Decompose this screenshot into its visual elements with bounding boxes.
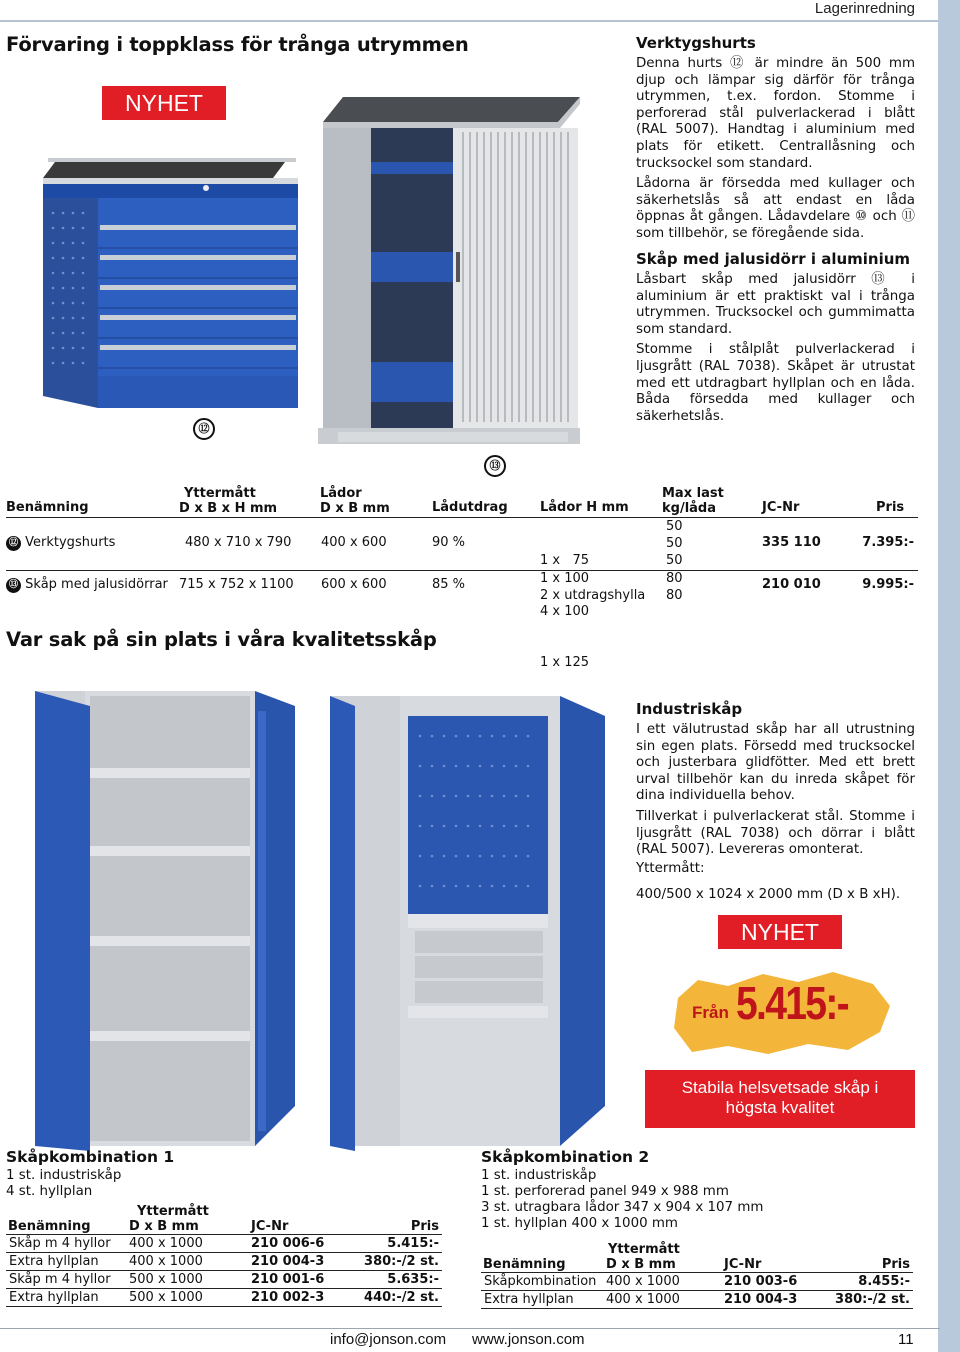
- section-label: Lagerinredning: [814, 0, 915, 17]
- row-matt: 715 x 752 x 1100: [179, 577, 294, 592]
- footer-email[interactable]: info@jonson.com: [330, 1331, 447, 1348]
- side-stripe: [938, 0, 960, 1352]
- verktygshurts-heading: Verktygshurts: [636, 34, 756, 52]
- cell-matt: 400 x 1000: [603, 1273, 721, 1291]
- jalusi-heading: Skåp med jalusidörr i aluminium: [636, 250, 911, 268]
- row-last: 50: [666, 553, 683, 568]
- verktygshurts-p2: Lådorna är försedda med kullager och säkerhetslås så att endast en låda öppnas åt gången. Lådavdelare ⑩ och ⑪ som tillbehör, se föregående sida.: [636, 176, 915, 241]
- page-title: Förvaring i toppklass för trånga utrymmen: [6, 33, 469, 56]
- combo2-table: [481, 1242, 913, 1309]
- item-12-marker: ⑫: [193, 418, 215, 440]
- row-last-list: [666, 518, 683, 569]
- combo1-th-matt-1: Yttermått: [137, 1204, 209, 1219]
- jalusi-text: [636, 272, 915, 429]
- footer-web[interactable]: www.jonson.com: [472, 1331, 585, 1348]
- cell-pris: 5.635:-: [358, 1271, 442, 1289]
- combo1-th-pris: Pris: [358, 1204, 442, 1235]
- row-last: 80: [666, 571, 683, 586]
- item-13-icon: ⑬: [6, 578, 21, 593]
- th-yttermatt-2: D x B x H mm: [179, 501, 278, 516]
- cell-jc: 210 001-6: [248, 1271, 358, 1289]
- combo1-th-benamning: Benämning: [6, 1204, 126, 1235]
- th-maxlast-2: kg/låda: [662, 501, 717, 516]
- combo2-line: 3 st. utragbara lådor 347 x 904 x 107 mm: [481, 1200, 764, 1215]
- combo2-th-jc: JC-Nr: [721, 1242, 831, 1273]
- combo1-th-matt-2: D x B mm: [129, 1219, 199, 1234]
- combo2-th-matt-2: D x B mm: [606, 1257, 676, 1272]
- combo2-th-benamning: Benämning: [481, 1242, 603, 1273]
- table-row: [6, 1289, 442, 1307]
- cell-matt: 400 x 1000: [126, 1235, 248, 1253]
- cell-pris: 8.455:-: [831, 1273, 913, 1291]
- combo2-line: 1 st. industriskåp: [481, 1168, 597, 1183]
- combo1-line: 4 st. hyllplan: [6, 1184, 93, 1199]
- combo2-th-pris: Pris: [831, 1242, 913, 1273]
- row-utdrag: 85 %: [432, 577, 466, 592]
- th-ladorh: Lådor H mm: [540, 500, 629, 515]
- cell-pris: 380:-/2 st.: [831, 1291, 913, 1309]
- th-yttermatt-1: Yttermått: [184, 486, 256, 501]
- cell-name: Skåp m 4 hyllor: [6, 1235, 126, 1253]
- th-jcnr: JC-Nr: [762, 500, 800, 515]
- table-row: [6, 1235, 442, 1253]
- cell-jc: 210 004-3: [721, 1291, 831, 1309]
- cell-name: Extra hyllplan: [481, 1291, 603, 1309]
- row-pris: 7.395:-: [862, 535, 914, 550]
- combo2-th-matt: [603, 1242, 721, 1273]
- row-last: 50: [666, 519, 683, 534]
- row-jc: 335 110: [762, 535, 821, 550]
- row-last-list: [666, 570, 683, 604]
- cell-name: Skåp m 4 hyllor: [6, 1271, 126, 1289]
- row-h-list: [540, 570, 645, 604]
- cell-pris: 380:-/2 st.: [358, 1253, 442, 1271]
- th-pris: Pris: [876, 500, 905, 515]
- row-last: 50: [666, 536, 683, 551]
- header-rule: [0, 20, 940, 22]
- industri-p3: Yttermått:: [636, 860, 705, 876]
- jalousie-cabinet-image: [318, 92, 598, 450]
- verktygshurts-text: [636, 56, 915, 247]
- combo1-th-jc: JC-Nr: [248, 1204, 358, 1235]
- row-h: 2 x utdragshylla: [540, 588, 646, 603]
- cell-matt: 400 x 1000: [603, 1291, 721, 1309]
- cell-name: Extra hyllplan: [6, 1253, 126, 1271]
- banner-line-1: Stabila helsvetsade skåp i: [681, 1078, 879, 1097]
- row-matt: 480 x 710 x 790: [185, 535, 292, 550]
- industri-heading: Industriskåp: [636, 700, 743, 718]
- row-h: 1 x 125: [540, 655, 590, 670]
- cell-name: Extra hyllplan: [6, 1289, 126, 1307]
- combo1-line: 1 st. industriskåp: [6, 1168, 122, 1183]
- industrial-cabinets-image: [30, 686, 620, 1156]
- combo1-th-matt: [126, 1204, 248, 1235]
- nyhet-badge: NYHET: [102, 86, 226, 120]
- combo2-th-matt-1: Yttermått: [608, 1242, 680, 1257]
- price-main: 5.415:-: [736, 977, 848, 1029]
- nyhet-badge-2: NYHET: [718, 915, 842, 949]
- th-lador-1: Lådor: [320, 486, 362, 501]
- verktygshurts-p1: Denna hurts ⑫ är mindre än 500 mm djup och lämpar sig därför för trånga utrymmen, t.ex. fordon. Stomme i perforerad stål pulverlackerad i blått (RAL 5007). Handtag i aluminium med plats för etikett. Centrallåsning och trucksockel som standard.: [636, 56, 915, 171]
- cell-jc: 210 006-6: [248, 1235, 358, 1253]
- row-name: Verktygshurts: [25, 535, 116, 550]
- cell-name: Skåpkombination: [481, 1273, 603, 1291]
- item-12-icon: ⑫: [6, 536, 21, 551]
- combo2-line: 1 st. perforerad panel 949 x 988 mm: [481, 1184, 729, 1199]
- row-name-cell: [6, 535, 115, 551]
- row-jc: 210 010: [762, 577, 821, 592]
- row-name: Skåp med jalusidörrar: [25, 577, 168, 592]
- row-lador: 600 x 600: [321, 577, 387, 592]
- industri-p4: 400/500 x 1024 x 2000 mm (D x B xH).: [636, 887, 901, 903]
- th-benamning: Benämning: [6, 500, 89, 515]
- cell-pris: 440:-/2 st.: [358, 1289, 442, 1307]
- row-h: 4 x 100: [540, 604, 590, 619]
- industri-p2: Tillverkat i pulverlackerat stål. Stomme i ljusgrått (RAL 7038) och dörrar i blått (RAL 5007). Levereras omonterat.: [636, 808, 915, 858]
- combo2-heading: Skåpkombination 2: [481, 1148, 650, 1166]
- th-maxlast: [662, 486, 724, 516]
- cell-jc: 210 004-3: [248, 1253, 358, 1271]
- row-name-cell: [6, 577, 168, 593]
- table-row: [6, 1271, 442, 1289]
- table-row: [6, 570, 918, 604]
- jalusi-p1: Låsbart skåp med jalusidörr ⑬ i aluminium är ett praktiskt val i trånga utrymmen. Trucksockel och gummimatta som standard.: [636, 272, 915, 337]
- cell-jc: 210 002-3: [248, 1289, 358, 1307]
- cell-jc: 210 003-6: [721, 1273, 831, 1291]
- cell-matt: 500 x 1000: [126, 1289, 248, 1307]
- industri-text: [636, 722, 915, 908]
- row-last: 80: [666, 588, 683, 603]
- th-lador-2: D x B mm: [320, 501, 390, 516]
- th-maxlast-1: Max last: [662, 486, 724, 501]
- combo1-heading: Skåpkombination 1: [6, 1148, 175, 1166]
- th-yttermatt: [179, 486, 277, 516]
- th-lador: [320, 486, 390, 516]
- cell-pris: 5.415:-: [358, 1235, 442, 1253]
- banner-line-2: högsta kvalitet: [725, 1098, 835, 1117]
- table-row: [481, 1291, 913, 1309]
- industri-p1: I ett välutrustad skåp har all utrustning sin egen plats. Försedd med trucksockel och justerbara glidfötter. Med ett brett urval tillbehör kan du inreda skåpet för dina individuella behov.: [636, 722, 915, 804]
- combo1: [6, 1148, 446, 1307]
- row-utdrag: 90 %: [432, 535, 466, 550]
- table-row: [6, 1253, 442, 1271]
- jalusi-p2: Stomme i stålplåt pulverlackerad i ljusgrått (RAL 7038). Skåpet är utrustat med ett utdragbart hyllplan och en låda. Båda försedda med kullager och säkerhetslås.: [636, 342, 915, 424]
- drawer-cabinet-image: [38, 118, 310, 418]
- quality-banner: [645, 1070, 915, 1128]
- th-ladutdrag: Lådutdrag: [432, 500, 508, 515]
- row-lador: 400 x 600: [321, 535, 387, 550]
- fran-label: Från: [692, 1003, 729, 1022]
- row-h-list: [540, 518, 589, 705]
- row-h: 1 x 75: [540, 553, 590, 568]
- cell-matt: 400 x 1000: [126, 1253, 248, 1271]
- page-number: 11: [898, 1331, 914, 1348]
- combo2: [481, 1148, 921, 1309]
- row-pris: 9.995:-: [862, 577, 914, 592]
- combo2-line: 1 st. hyllplan 400 x 1000 mm: [481, 1216, 678, 1231]
- item-13-marker: ⑬: [484, 455, 506, 477]
- section2-title: Var sak på sin plats i våra kvalitetsskåp: [6, 628, 437, 651]
- cell-matt: 500 x 1000: [126, 1271, 248, 1289]
- row-h: 1 x 100: [540, 571, 590, 586]
- table-row: [481, 1273, 913, 1291]
- combo1-table: [6, 1204, 442, 1307]
- footer-rule: [0, 1328, 940, 1329]
